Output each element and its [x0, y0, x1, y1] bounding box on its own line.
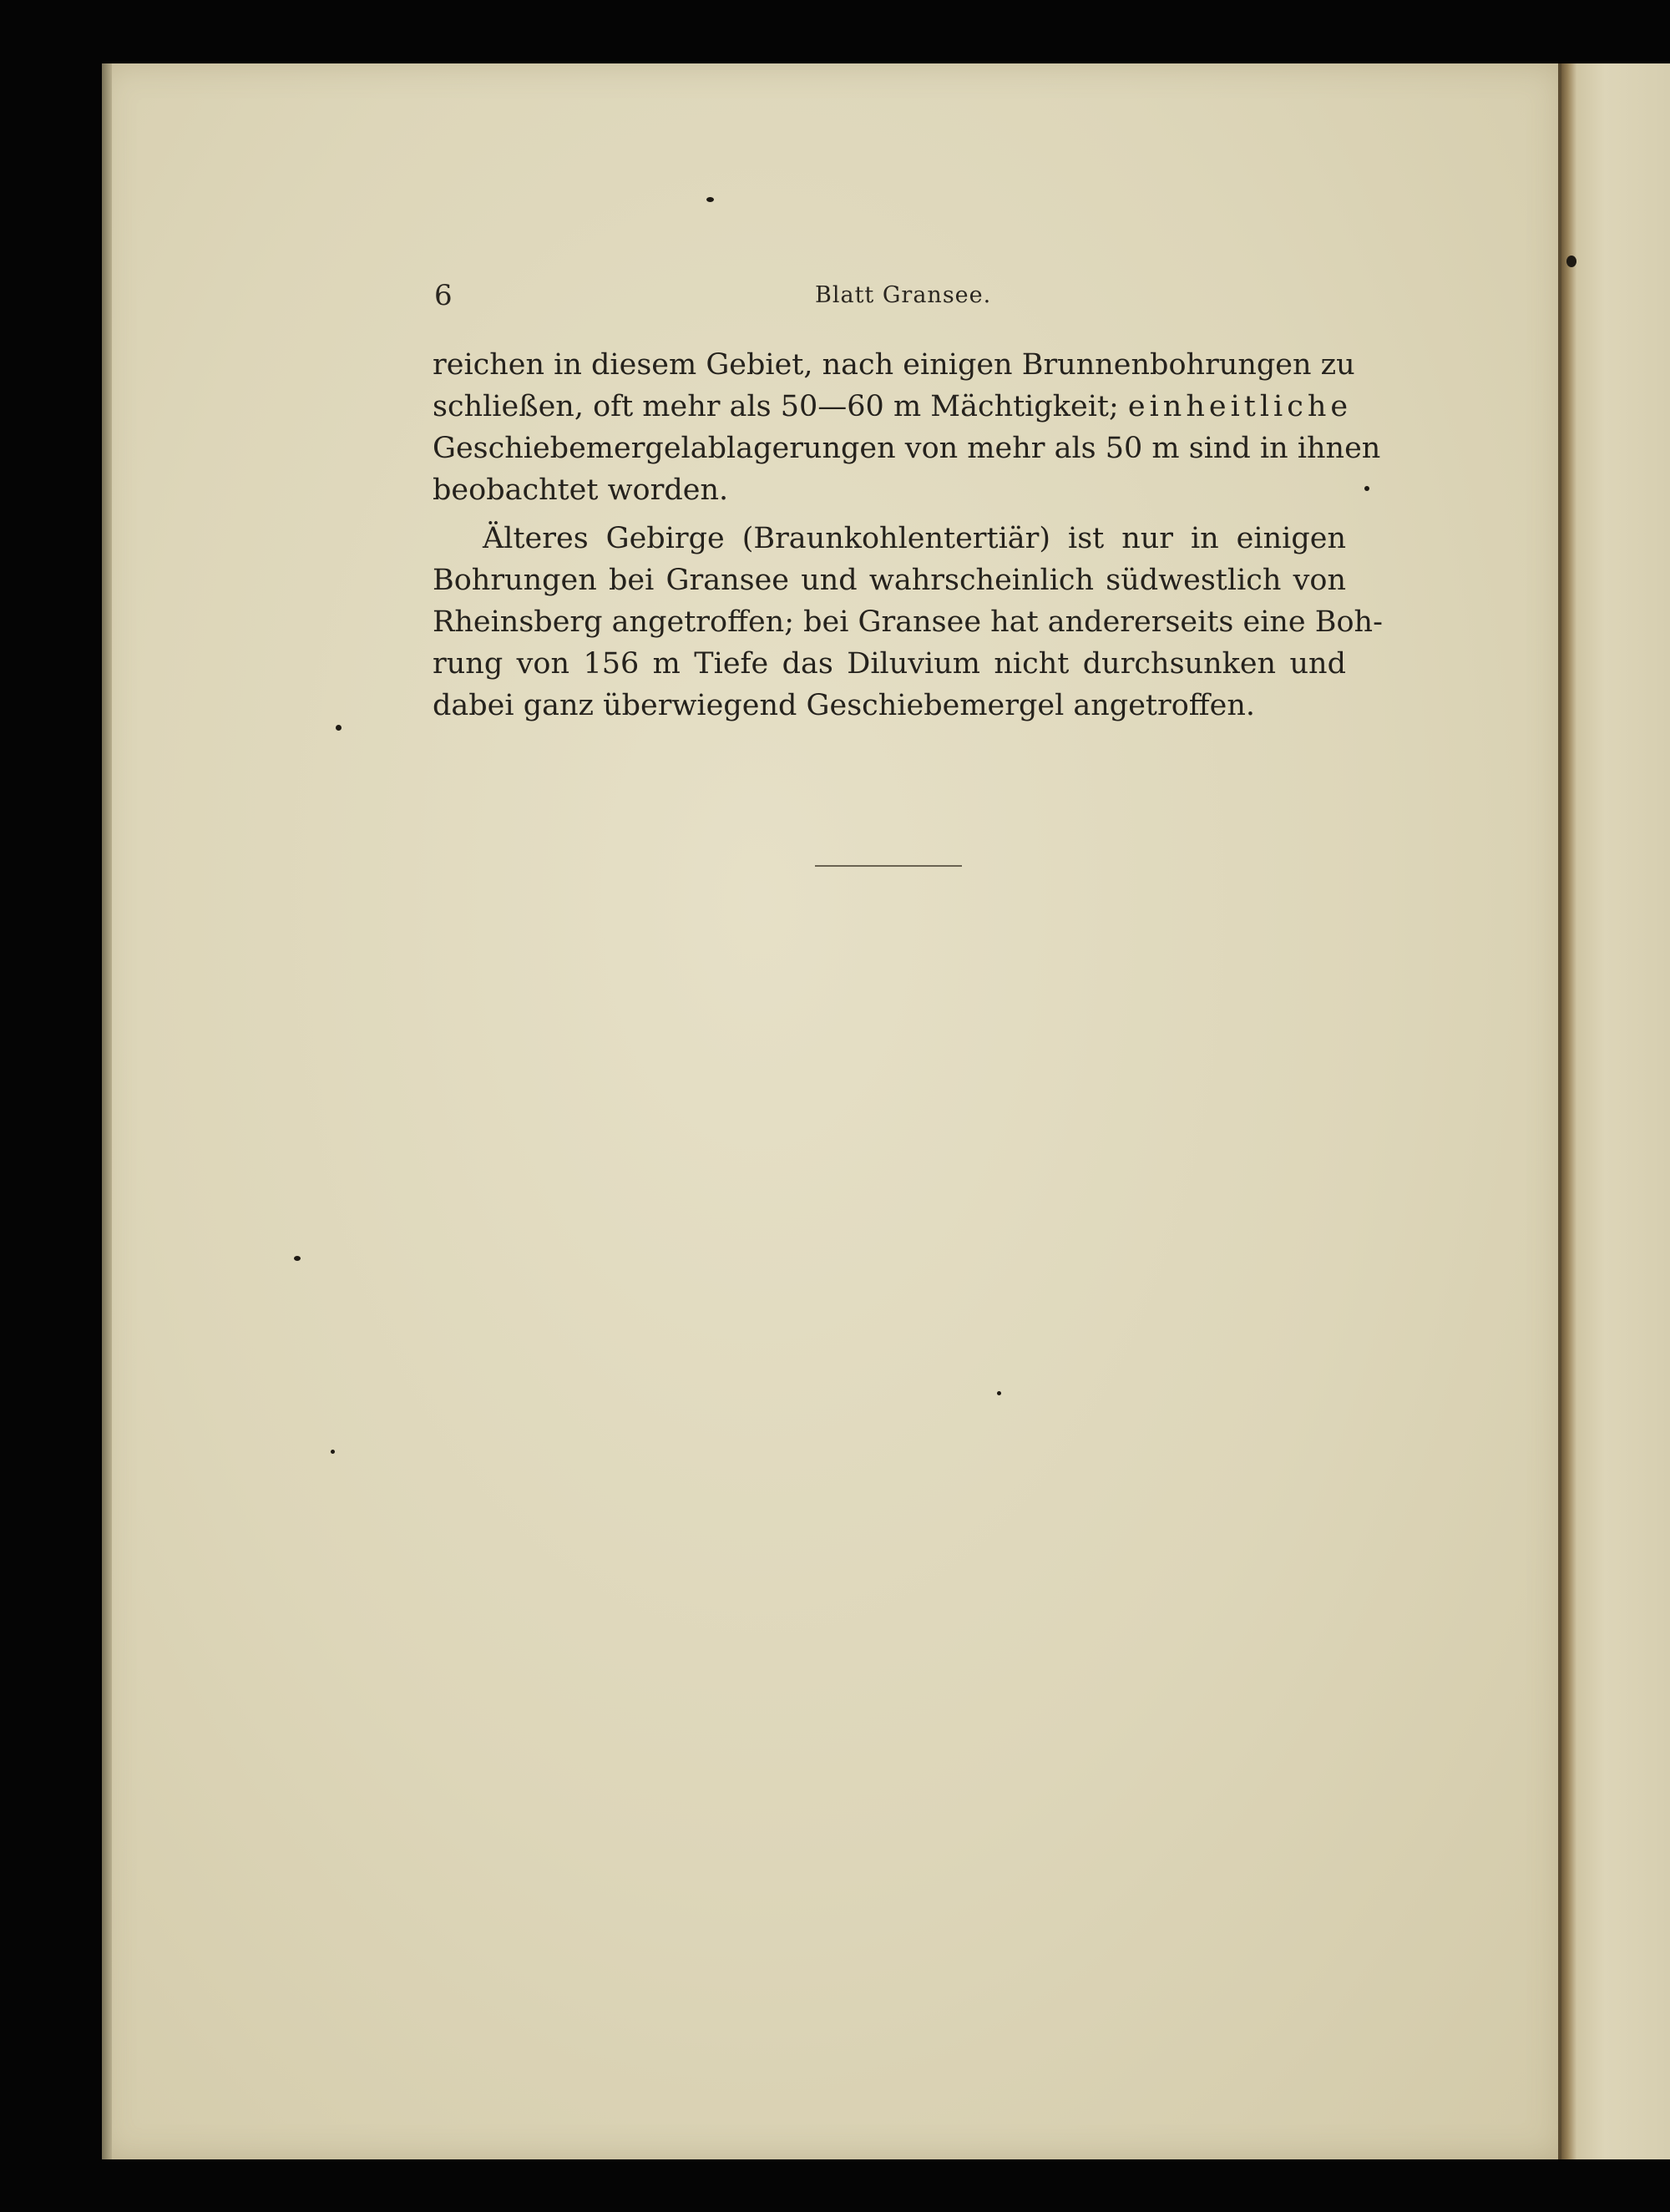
body-text [433, 344, 1383, 726]
text-line: rung von 156 m Tiefe das Diluvium nicht durchsunken und [433, 647, 1346, 681]
text-line: dabei ganz überwiegend Geschiebemergel angetroffen. [433, 689, 1256, 722]
paragraph-spacing [433, 511, 1346, 518]
paper-speck [706, 197, 714, 202]
section-end-rule [815, 865, 962, 867]
paragraph-1 [433, 344, 1381, 511]
page-left-edge [102, 63, 112, 2159]
paper-speck [1364, 486, 1369, 491]
running-header [434, 279, 1344, 316]
page-number: 6 [434, 279, 453, 312]
running-title: Blatt Gransee. [815, 282, 992, 308]
paper-speck [997, 1391, 1001, 1395]
text-line: Rheinsberg angetroffen; bei Gransee hat andererseits eine Boh- [433, 605, 1383, 639]
paper-speck [331, 1450, 335, 1454]
emphasized-word: einheitliche [1127, 390, 1353, 423]
text-line: Älteres Gebirge (Braunkohlentertiär) ist nur in einigen [483, 522, 1346, 555]
text-line: beobachtet worden. [433, 473, 729, 507]
paper-speck [1566, 256, 1576, 267]
text-line: Geschiebemergelablagerungen von mehr als 50 m sind in ihnen [433, 432, 1381, 465]
adjacent-page-edge [1561, 63, 1670, 2159]
text-line [433, 386, 1353, 428]
paper-speck [294, 1256, 301, 1261]
paper-speck [336, 725, 342, 731]
text-line: Bohrungen bei Gransee und wahrscheinlich südwestlich von [433, 564, 1346, 597]
paragraph-2 [433, 518, 1383, 726]
text-segment: schließen, oft mehr als 50—60 m Mächtigkeit; [433, 390, 1119, 423]
text-line: reichen in diesem Gebiet, nach einigen Brunnenbohrungen zu [433, 348, 1355, 382]
